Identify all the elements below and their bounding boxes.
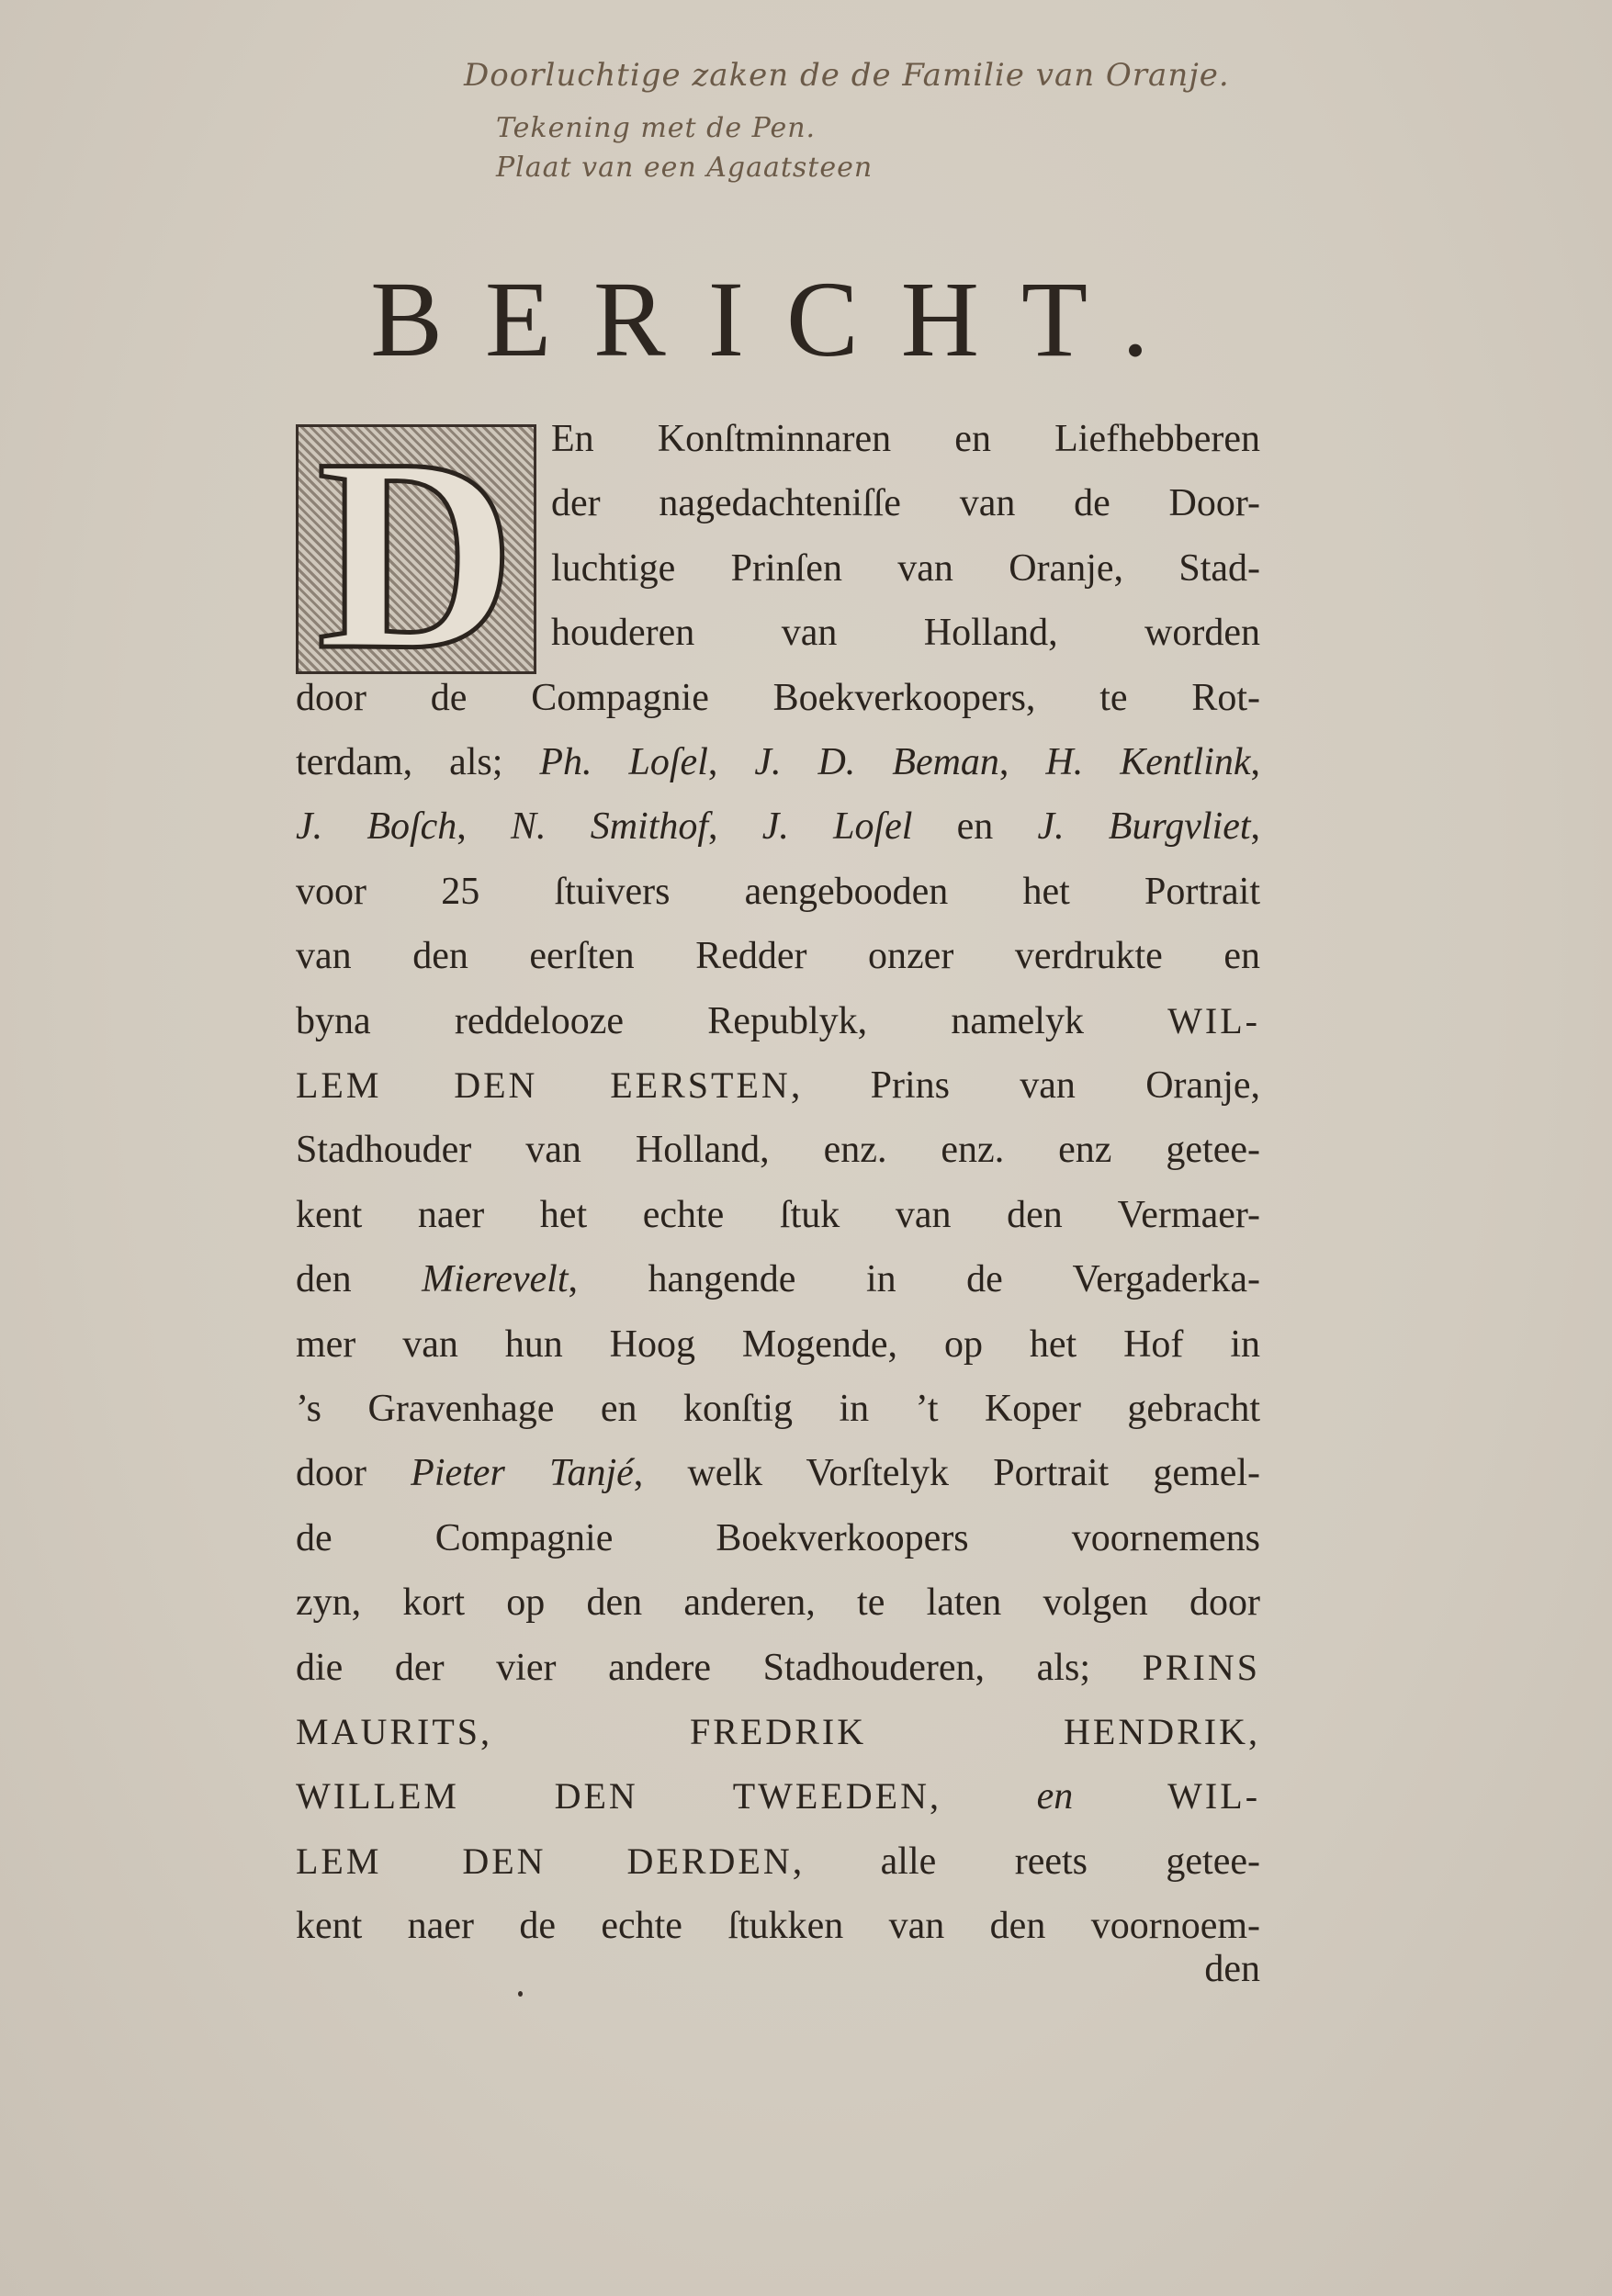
text-segment: door	[296, 1452, 411, 1495]
text-line	[296, 1769, 1260, 1824]
text-segment: En Konſtminnaren en Liefhebberen	[551, 418, 1260, 460]
text-segment: ,	[707, 741, 755, 783]
italic-text: en	[1036, 1775, 1074, 1818]
text-line	[296, 1640, 1260, 1695]
text-segment: , hangende in de Vergaderka-	[568, 1258, 1260, 1301]
text-line	[296, 1058, 1260, 1113]
text-segment: , alle reets getee-	[792, 1840, 1260, 1883]
text-line	[296, 1575, 1260, 1630]
text-line	[296, 1187, 1260, 1243]
text-segment: de Compagnie Boekverkoopers voornemens	[296, 1516, 1260, 1559]
italic-text: H. Kentlink	[1045, 741, 1251, 783]
text-segment: terdam, als;	[296, 741, 540, 783]
drop-cap-letter: D	[316, 401, 516, 706]
text-segment: ’s Gravenhage en konſtig in ’t Koper gebracht	[296, 1388, 1260, 1430]
ornamental-drop-cap	[296, 401, 536, 706]
text-line	[296, 864, 1260, 919]
text-line	[296, 1317, 1260, 1372]
text-segment: luchtige Prinſen van Oranje, Stad-	[551, 546, 1260, 590]
text-segment: kent naer de echte ſtukken van den voornoem-	[296, 1905, 1260, 1948]
small-caps-text: WIL-	[1073, 1775, 1261, 1818]
small-caps-text: MAURITS, FREDRIK HENDRIK,	[296, 1711, 1260, 1752]
page-title: BERICHT.	[370, 259, 1191, 379]
small-caps-text: LEM DEN EERSTEN	[296, 1064, 791, 1106]
italic-text: J. D. Beman	[754, 741, 999, 783]
ink-speck	[518, 1991, 523, 1997]
text-segment: die der vier andere Stadhouderen, als;	[296, 1646, 1143, 1689]
small-caps-text: LEM DEN DERDEN	[296, 1840, 793, 1882]
italic-text: Ph. Loſel	[539, 741, 708, 783]
text-line	[296, 1252, 1260, 1307]
text-segment: byna reddelooze Republyk, namelyk	[296, 999, 1168, 1042]
italic-text: Pieter Tanjé	[411, 1452, 634, 1495]
text-line	[296, 1511, 1260, 1566]
text-line	[296, 1122, 1260, 1177]
text-segment: van den eerſten Redder onzer verdrukte en	[296, 935, 1260, 978]
text-segment: mer van hun Hoog Mogende, op het Hof in	[296, 1322, 1260, 1366]
text-line	[296, 1834, 1260, 1889]
text-segment: ,	[708, 805, 762, 849]
italic-text: N. Smithof	[511, 805, 709, 849]
text-line	[296, 1381, 1260, 1436]
handwritten-note-line: Plaat van een Agaatsteen	[496, 152, 874, 184]
text-segment: der nagedachteniſſe van de Door-	[551, 482, 1260, 525]
small-caps-text: PRINS	[1142, 1646, 1260, 1688]
text-segment: ,	[1250, 805, 1261, 849]
text-segment: , Prins van Oranje,	[790, 1064, 1261, 1107]
text-segment: ,	[457, 805, 511, 849]
text-segment: Stadhouder van Holland, enz. enz. enz getee-	[296, 1129, 1260, 1172]
text-segment: door de Compagnie Boekverkoopers, te Rot-	[296, 676, 1260, 719]
text-segment: houderen van Holland, worden	[551, 612, 1260, 655]
text-line	[296, 799, 1260, 854]
text-segment: kent naer het echte ſtuk van den Vermaer-	[296, 1193, 1260, 1236]
catchword: den	[1204, 1948, 1260, 1990]
text-line	[296, 735, 1260, 790]
italic-text: J. Loſel	[761, 805, 913, 849]
italic-text: J. Boſch	[296, 805, 457, 849]
text-segment: ,	[1250, 741, 1261, 783]
text-line	[296, 1705, 1260, 1760]
handwritten-note-line: Tekening met de Pen.	[496, 112, 817, 144]
italic-text: Mierevelt	[422, 1258, 569, 1301]
text-line	[296, 994, 1260, 1049]
text-line	[296, 929, 1260, 984]
italic-text: J. Burgvliet	[1037, 805, 1251, 849]
text-segment: ,	[998, 741, 1046, 783]
text-line	[551, 605, 1260, 660]
text-line	[551, 411, 1260, 467]
text-segment: en	[912, 805, 1038, 849]
text-segment: den	[296, 1258, 423, 1301]
text-segment: zyn, kort op den anderen, te laten volgen door	[296, 1581, 1260, 1625]
text-segment: voor 25 ſtuivers aengebooden het Portrait	[296, 870, 1260, 913]
small-caps-text: WILLEM DEN TWEEDEN,	[296, 1775, 1037, 1818]
text-line	[551, 541, 1260, 596]
text-segment: , welk Vorſtelyk Portrait gemel-	[633, 1452, 1260, 1495]
text-line	[296, 1446, 1260, 1501]
text-line	[296, 670, 1260, 726]
small-caps-text: WIL-	[1167, 999, 1260, 1041]
handwritten-note-line: Doorluchtige zaken de de Familie van Oranje.	[464, 57, 1230, 94]
text-line	[551, 476, 1260, 531]
